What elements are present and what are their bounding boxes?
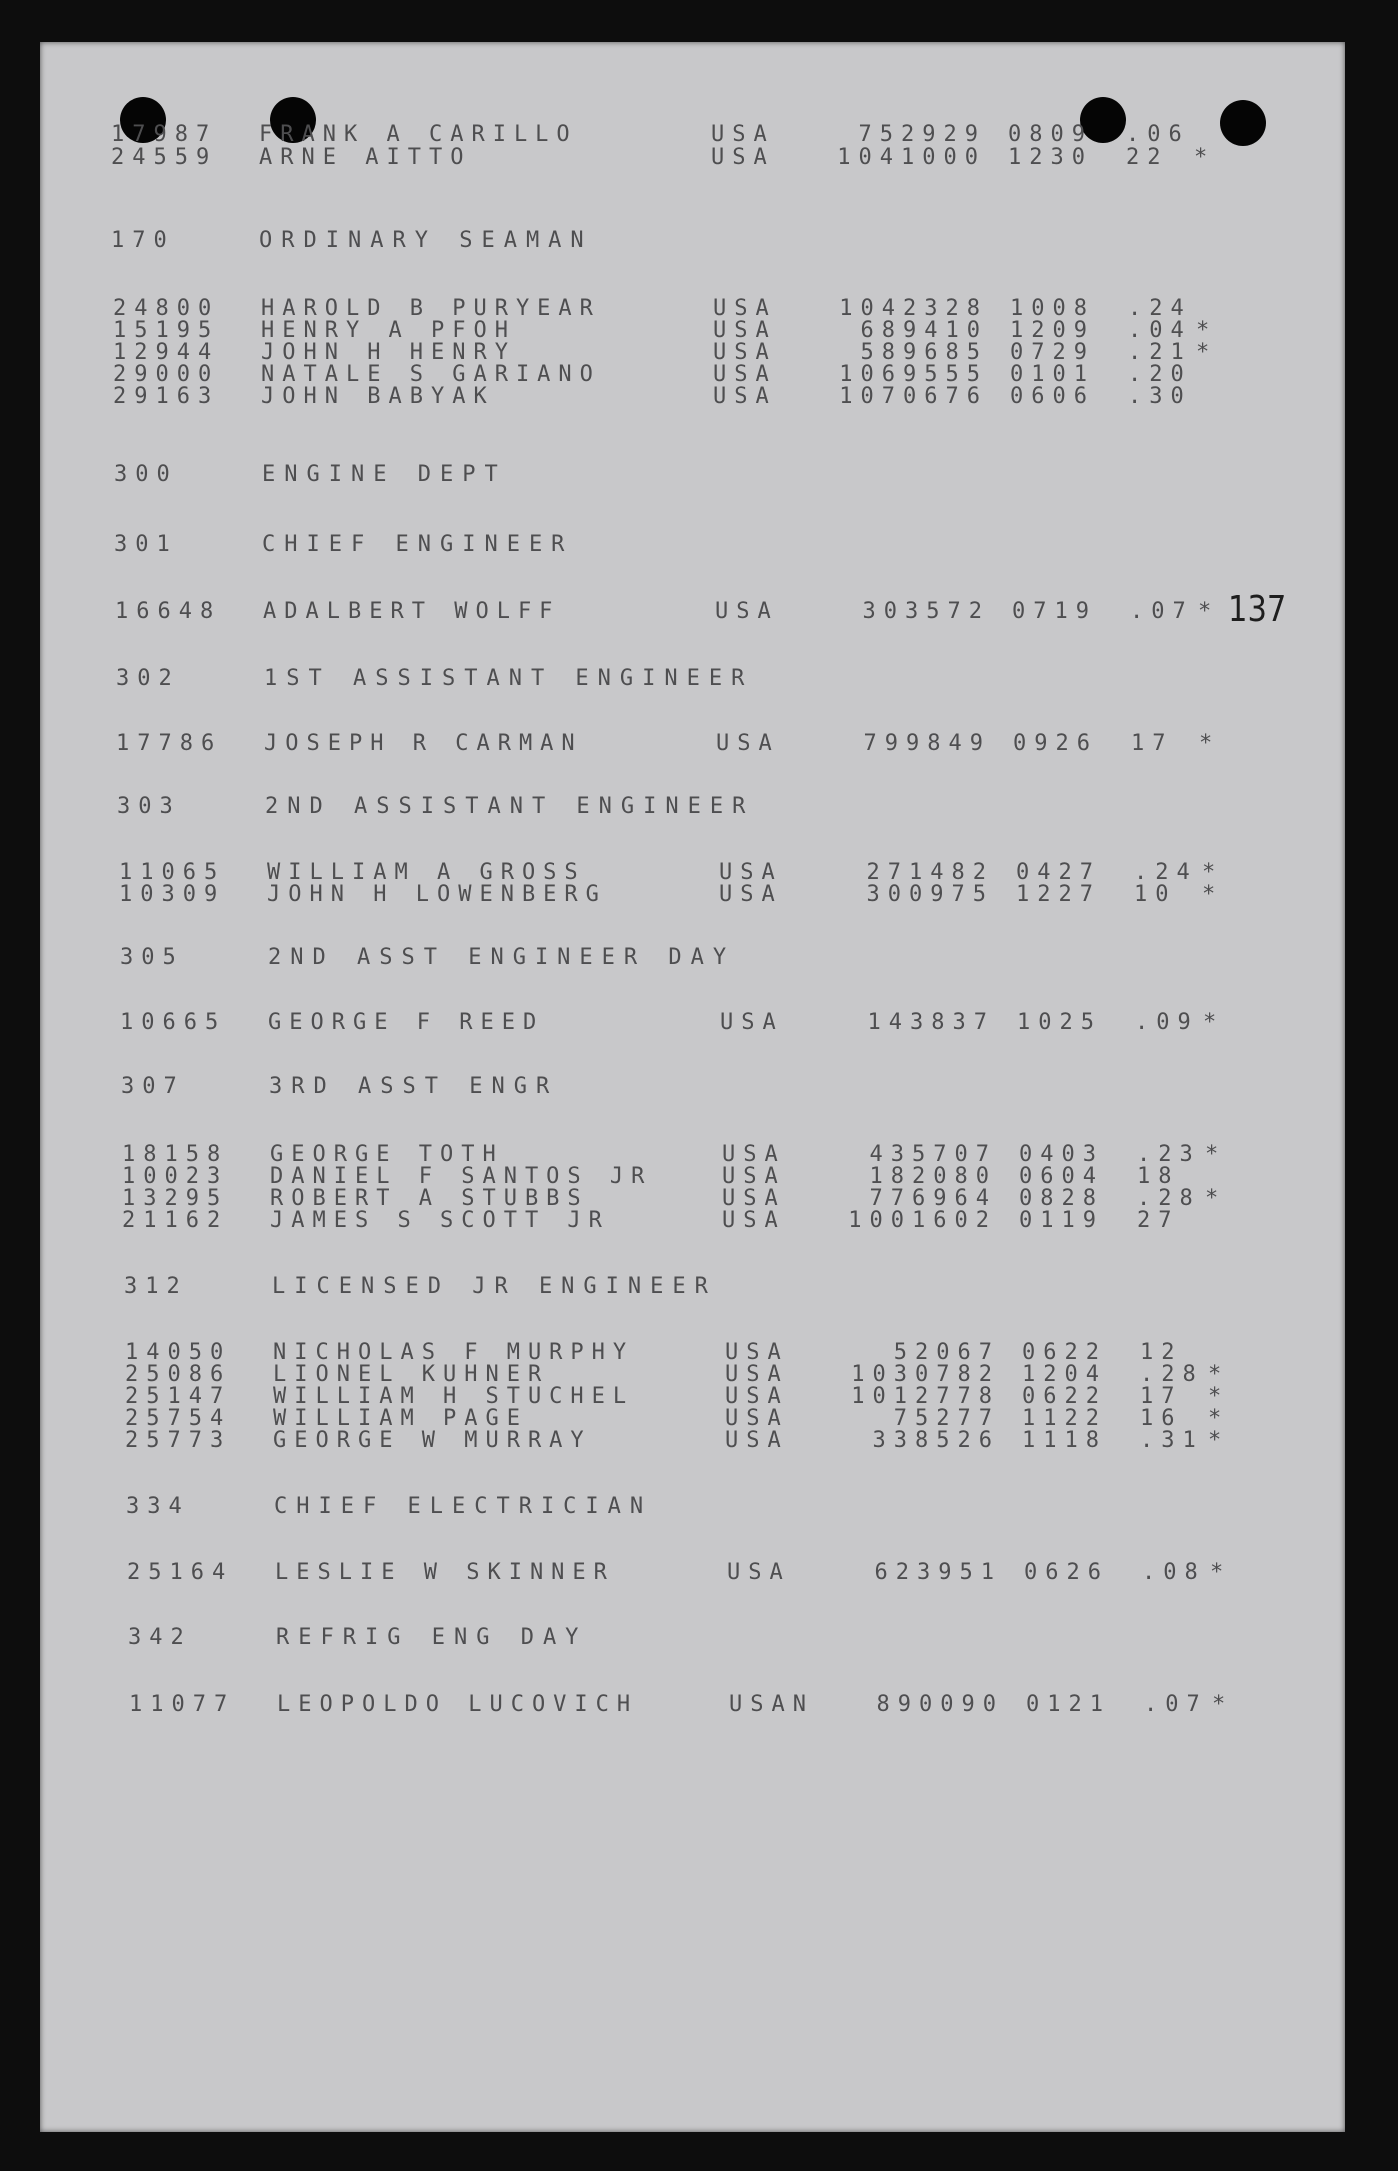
crew-id: 29000 xyxy=(113,362,220,387)
date-code: 1118 xyxy=(1022,1428,1107,1453)
nationality: USA xyxy=(713,384,777,409)
crew-id: 24800 xyxy=(113,296,220,321)
value-code: .28 xyxy=(1137,1186,1201,1211)
date-code: 0926 xyxy=(1013,731,1098,756)
value-code: .21 xyxy=(1128,340,1192,365)
date-code: 0828 xyxy=(1019,1186,1104,1211)
crew-id: 14050 xyxy=(125,1340,232,1365)
asterisk-mark: * xyxy=(1202,882,1224,907)
document-number: 1069555 xyxy=(839,362,988,387)
document-number: 589685 xyxy=(860,340,988,365)
date-code: 1008 xyxy=(1010,296,1095,321)
crew-name: JOSEPH R CARMAN xyxy=(264,731,583,756)
crew-id: 18158 xyxy=(122,1142,229,1167)
crew-name: GEORGE W MURRAY xyxy=(273,1428,592,1453)
crew-id: 29163 xyxy=(113,384,220,409)
document-number: 1030782 xyxy=(851,1362,1000,1387)
crew-name: NATALE S GARIANO xyxy=(261,362,601,387)
date-code: 1209 xyxy=(1010,318,1095,343)
crew-id: 25773 xyxy=(125,1428,232,1453)
nationality: USA xyxy=(725,1340,789,1365)
nationality: USA xyxy=(720,1010,784,1035)
date-code: 0729 xyxy=(1010,340,1095,365)
crew-id: 25086 xyxy=(125,1362,232,1387)
section-code: 312 xyxy=(124,1274,188,1299)
asterisk-mark: * xyxy=(1205,1142,1227,1167)
section-title: 3RD ASST ENGR xyxy=(269,1074,559,1099)
date-code: 0622 xyxy=(1022,1384,1107,1409)
document-number: 1042328 xyxy=(839,296,988,321)
crew-id: 11065 xyxy=(119,860,226,885)
date-code: 0809 xyxy=(1008,122,1093,147)
nationality: USA xyxy=(719,882,783,907)
value-code: .24 xyxy=(1128,296,1192,321)
section-code: 305 xyxy=(120,945,184,970)
section-title: CHIEF ENGINEER xyxy=(262,532,574,557)
asterisk-mark: * xyxy=(1208,1406,1230,1431)
crew-id: 17987 xyxy=(111,122,218,147)
nationality: USA xyxy=(722,1164,786,1189)
document-number: 689410 xyxy=(860,318,988,343)
asterisk-mark: * xyxy=(1210,1560,1232,1585)
nationality: USAN xyxy=(729,1692,814,1717)
nationality: USA xyxy=(725,1384,789,1409)
value-code: 18 xyxy=(1137,1164,1180,1189)
nationality: USA xyxy=(713,362,777,387)
value-code: 10 xyxy=(1134,882,1177,907)
value-code: .07 xyxy=(1130,599,1194,624)
crew-id: 13295 xyxy=(122,1186,229,1211)
crew-id: 25147 xyxy=(125,1384,232,1409)
asterisk-mark: * xyxy=(1208,1362,1230,1387)
crew-name: JAMES S SCOTT JR xyxy=(270,1208,610,1233)
document-number: 799849 xyxy=(863,731,991,756)
document-page xyxy=(40,42,1345,2132)
crew-name: HAROLD B PURYEAR xyxy=(261,296,601,321)
asterisk-mark: * xyxy=(1196,340,1218,365)
document-number: 1041000 xyxy=(837,145,986,170)
date-code: 0622 xyxy=(1022,1340,1107,1365)
date-code: 0606 xyxy=(1010,384,1095,409)
crew-name: LIONEL KUHNER xyxy=(273,1362,550,1387)
value-code: 12 xyxy=(1140,1340,1183,1365)
document-number: 623951 xyxy=(874,1560,1002,1585)
value-code: .06 xyxy=(1126,122,1190,147)
crew-id: 12944 xyxy=(113,340,220,365)
section-code: 300 xyxy=(114,462,178,487)
section-title: 2ND ASSISTANT ENGINEER xyxy=(265,794,755,819)
section-title: ORDINARY SEAMAN xyxy=(259,228,593,253)
crew-name: WILLIAM A GROSS xyxy=(267,860,586,885)
asterisk-mark: * xyxy=(1208,1384,1230,1409)
document-number: 435707 xyxy=(869,1142,997,1167)
asterisk-mark: * xyxy=(1212,1692,1234,1717)
section-title: REFRIG ENG DAY xyxy=(276,1625,588,1650)
document-number: 271482 xyxy=(866,860,994,885)
date-code: 0427 xyxy=(1016,860,1101,885)
nationality: USA xyxy=(715,599,779,624)
date-code: 0119 xyxy=(1019,1208,1104,1233)
nationality: USA xyxy=(711,122,775,147)
section-title: LICENSED JR ENGINEER xyxy=(272,1274,717,1299)
nationality: USA xyxy=(711,145,775,170)
crew-name: JOHN H LOWENBERG xyxy=(267,882,607,907)
value-code: .09 xyxy=(1135,1010,1199,1035)
crew-id: 10665 xyxy=(120,1010,227,1035)
value-code: 27 xyxy=(1137,1208,1180,1233)
nationality: USA xyxy=(713,340,777,365)
crew-name: HENRY A PFOH xyxy=(261,318,516,343)
crew-name: LESLIE W SKINNER xyxy=(275,1560,615,1585)
date-code: 1204 xyxy=(1022,1362,1107,1387)
nationality: USA xyxy=(722,1186,786,1211)
value-code: .23 xyxy=(1137,1142,1201,1167)
nationality: USA xyxy=(719,860,783,885)
value-code: .31 xyxy=(1140,1428,1204,1453)
document-number: 1012778 xyxy=(851,1384,1000,1409)
value-code: .30 xyxy=(1128,384,1192,409)
value-code: 17 xyxy=(1131,731,1174,756)
value-code: .04 xyxy=(1128,318,1192,343)
crew-name: FRANK A CARILLO xyxy=(259,122,578,147)
nationality: USA xyxy=(713,296,777,321)
document-number: 75277 xyxy=(893,1406,1000,1431)
crew-id: 16648 xyxy=(115,599,222,624)
crew-id: 11077 xyxy=(129,1692,236,1717)
value-code: .07 xyxy=(1144,1692,1208,1717)
nationality: USA xyxy=(725,1406,789,1431)
crew-id: 17786 xyxy=(116,731,223,756)
crew-name: ARNE AITTO xyxy=(259,145,472,170)
document-number: 1001602 xyxy=(848,1208,997,1233)
crew-name: WILLIAM H STUCHEL xyxy=(273,1384,635,1409)
nationality: USA xyxy=(713,318,777,343)
crew-name: ADALBERT WOLFF xyxy=(263,599,561,624)
value-code: 17 xyxy=(1140,1384,1183,1409)
document-number: 182080 xyxy=(869,1164,997,1189)
section-code: 302 xyxy=(116,666,180,691)
value-code: 16 xyxy=(1140,1406,1183,1431)
asterisk-mark: * xyxy=(1196,318,1218,343)
section-code: 303 xyxy=(117,794,181,819)
document-number: 338526 xyxy=(872,1428,1000,1453)
value-code: .24 xyxy=(1134,860,1198,885)
date-code: 0626 xyxy=(1024,1560,1109,1585)
nationality: USA xyxy=(722,1208,786,1233)
asterisk-mark: * xyxy=(1194,145,1216,170)
value-code: .20 xyxy=(1128,362,1192,387)
nationality: USA xyxy=(716,731,780,756)
section-code: 301 xyxy=(114,532,178,557)
crew-id: 10309 xyxy=(119,882,226,907)
document-number: 1070676 xyxy=(839,384,988,409)
date-code: 0121 xyxy=(1026,1692,1111,1717)
document-number: 52067 xyxy=(893,1340,1000,1365)
asterisk-mark: * xyxy=(1198,599,1220,624)
document-number: 776964 xyxy=(869,1186,997,1211)
section-code: 307 xyxy=(121,1074,185,1099)
nationality: USA xyxy=(725,1362,789,1387)
punch-hole xyxy=(1220,100,1266,146)
crew-name: NICHOLAS F MURPHY xyxy=(273,1340,635,1365)
date-code: 0604 xyxy=(1019,1164,1104,1189)
page-number: 137 xyxy=(1228,589,1287,630)
crew-name: GEORGE TOTH xyxy=(270,1142,504,1167)
value-code: 22 xyxy=(1126,145,1169,170)
section-code: 334 xyxy=(126,1494,190,1519)
crew-name: JOHN H HENRY xyxy=(261,340,516,365)
crew-name: LEOPOLDO LUCOVICH xyxy=(277,1692,639,1717)
value-code: .08 xyxy=(1142,1560,1206,1585)
date-code: 0403 xyxy=(1019,1142,1104,1167)
crew-id: 24559 xyxy=(111,145,218,170)
document-number: 300975 xyxy=(866,882,994,907)
asterisk-mark: * xyxy=(1205,1186,1227,1211)
section-title: 2ND ASST ENGINEER DAY xyxy=(268,945,736,970)
date-code: 1122 xyxy=(1022,1406,1107,1431)
date-code: 1227 xyxy=(1016,882,1101,907)
section-title: CHIEF ELECTRICIAN xyxy=(274,1494,653,1519)
nationality: USA xyxy=(727,1560,791,1585)
crew-id: 25754 xyxy=(125,1406,232,1431)
document-number: 303572 xyxy=(862,599,990,624)
crew-name: DANIEL F SANTOS JR xyxy=(270,1164,653,1189)
nationality: USA xyxy=(725,1428,789,1453)
crew-name: ROBERT A STUBBS xyxy=(270,1186,589,1211)
value-code: .28 xyxy=(1140,1362,1204,1387)
asterisk-mark: * xyxy=(1199,731,1221,756)
date-code: 1230 xyxy=(1008,145,1093,170)
date-code: 0101 xyxy=(1010,362,1095,387)
date-code: 0719 xyxy=(1012,599,1097,624)
document-number: 890090 xyxy=(876,1692,1004,1717)
crew-name: JOHN BABYAK xyxy=(261,384,495,409)
asterisk-mark: * xyxy=(1208,1428,1230,1453)
crew-id: 21162 xyxy=(122,1208,229,1233)
nationality: USA xyxy=(722,1142,786,1167)
crew-id: 10023 xyxy=(122,1164,229,1189)
document-number: 752929 xyxy=(858,122,986,147)
asterisk-mark: * xyxy=(1202,860,1224,885)
section-code: 342 xyxy=(128,1625,192,1650)
crew-name: WILLIAM PAGE xyxy=(273,1406,528,1431)
section-title: 1ST ASSISTANT ENGINEER xyxy=(264,666,754,691)
crew-name: GEORGE F REED xyxy=(268,1010,545,1035)
section-title: ENGINE DEPT xyxy=(262,462,507,487)
document-number: 143837 xyxy=(867,1010,995,1035)
date-code: 1025 xyxy=(1017,1010,1102,1035)
asterisk-mark: * xyxy=(1203,1010,1225,1035)
crew-id: 25164 xyxy=(127,1560,234,1585)
section-code: 170 xyxy=(111,228,175,253)
crew-id: 15195 xyxy=(113,318,220,343)
